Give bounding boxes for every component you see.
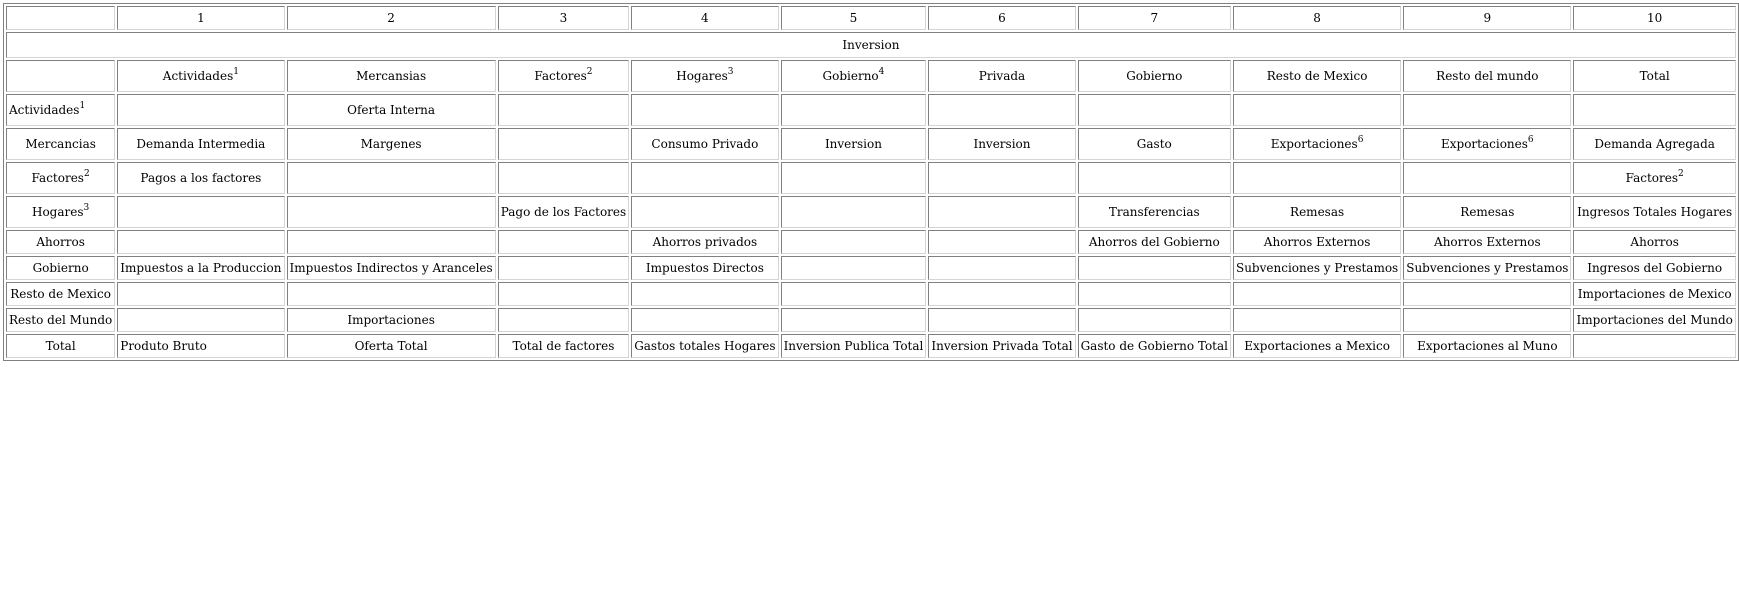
row-4-cell-6 (928, 230, 1075, 254)
header-cell-10 (1573, 60, 1735, 92)
row-7-cell-2 (287, 308, 496, 332)
cell-text: Ahorros privados (652, 235, 758, 249)
row-2-cell-4 (631, 162, 778, 194)
cell-text: Ahorros (36, 235, 85, 249)
row-8-cell-9 (1403, 334, 1571, 358)
header-cell-1 (117, 60, 284, 92)
row-5-cell-2 (287, 256, 496, 280)
row-5-cell-1 (117, 256, 284, 280)
column-number-cell: 10 (1573, 6, 1735, 30)
cell-text: Inversion Privada Total (931, 339, 1073, 353)
footnote-marker: 2 (83, 169, 90, 179)
cell-text: Impuestos Directos (645, 261, 764, 275)
row-1-cell-4 (631, 128, 778, 160)
table-row (6, 282, 1736, 306)
row-3-cell-5 (781, 196, 927, 228)
column-number-cell: 5 (781, 6, 927, 30)
column-number-cell: 6 (928, 6, 1075, 30)
row-6-cell-2 (287, 282, 496, 306)
row-8-cell-1 (117, 334, 284, 358)
row-8-cell-10 (1573, 334, 1735, 358)
table-row (6, 128, 1736, 160)
row-0-cell-4 (631, 94, 778, 126)
row-4-cell-0 (6, 230, 115, 254)
header-cell-8 (1233, 60, 1401, 92)
footnote-marker: 1 (79, 101, 86, 111)
row-6-cell-7 (1078, 282, 1231, 306)
row-4-cell-5 (781, 230, 927, 254)
cell-text: Factores (31, 171, 84, 185)
row-3-cell-3 (498, 196, 629, 228)
row-6-cell-9 (1403, 282, 1571, 306)
cell-text: Actividades (162, 69, 234, 83)
row-2-cell-1 (117, 162, 284, 194)
cell-text: Ahorros del Gobierno (1088, 235, 1220, 249)
row-4-cell-8 (1233, 230, 1401, 254)
row-4-cell-7 (1078, 230, 1231, 254)
cell-text: Oferta Interna (347, 103, 436, 117)
row-8-cell-8 (1233, 334, 1401, 358)
cell-text: Gasto de Gobierno Total (1080, 339, 1228, 353)
cell-text: Inversion (824, 137, 882, 151)
row-0-cell-3 (498, 94, 629, 126)
row-7-cell-0 (6, 308, 115, 332)
cell-text: Consumo Privado (651, 137, 759, 151)
cell-text: Total (1639, 69, 1670, 83)
row-1-cell-2 (287, 128, 496, 160)
header-cell-6 (928, 60, 1075, 92)
row-1-cell-5 (781, 128, 927, 160)
row-7-cell-9 (1403, 308, 1571, 332)
row-0-cell-10 (1573, 94, 1735, 126)
row-5-cell-8 (1233, 256, 1401, 280)
row-2-cell-3 (498, 162, 629, 194)
table-row (6, 196, 1736, 228)
row-1-cell-8 (1233, 128, 1401, 160)
row-2-cell-8 (1233, 162, 1401, 194)
cell-text: Subvenciones y Prestamos (1406, 261, 1569, 275)
row-7-cell-5 (781, 308, 927, 332)
row-2-cell-5 (781, 162, 927, 194)
sam-table-container (3, 3, 1739, 361)
column-number-cell: 4 (631, 6, 778, 30)
cell-text: Ahorros (1630, 235, 1679, 249)
row-7-cell-7 (1078, 308, 1231, 332)
social-accounting-matrix-table (3, 3, 1739, 361)
row-4-cell-4 (631, 230, 778, 254)
row-5-cell-10 (1573, 256, 1735, 280)
cell-text: Remesas (1290, 205, 1345, 219)
row-2-cell-0 (6, 162, 115, 194)
cell-text: Pago de los Factores (500, 205, 627, 219)
cell-text: Demanda Agregada (1594, 137, 1715, 151)
cell-text: Exportaciones (1441, 137, 1528, 151)
row-0-cell-0 (6, 94, 115, 126)
row-1-cell-10 (1573, 128, 1735, 160)
cell-text: Ahorros Externos (1263, 235, 1371, 249)
table-row (6, 256, 1736, 280)
header-cell-2 (287, 60, 496, 92)
row-5-cell-7 (1078, 256, 1231, 280)
cell-text: Subvenciones y Prestamos (1235, 261, 1399, 275)
header-cell-4 (631, 60, 778, 92)
cell-text: Transferencias (1108, 205, 1200, 219)
cell-text: Gobierno (1126, 69, 1183, 83)
row-5-cell-4 (631, 256, 778, 280)
row-5-cell-0 (6, 256, 115, 280)
row-0-cell-2 (287, 94, 496, 126)
cell-text: Importaciones (347, 313, 435, 327)
row-0-cell-1 (117, 94, 284, 126)
row-3-cell-6 (928, 196, 1075, 228)
row-1-cell-3 (498, 128, 629, 160)
cell-text: Mercancias (25, 137, 96, 151)
row-8-cell-0 (6, 334, 115, 358)
column-number-cell: 3 (498, 6, 629, 30)
header-cell-7 (1078, 60, 1231, 92)
row-1-cell-0 (6, 128, 115, 160)
row-3-cell-9 (1403, 196, 1571, 228)
cell-text: Impuestos Indirectos y Aranceles (289, 261, 493, 275)
row-2-cell-7 (1078, 162, 1231, 194)
row-7-cell-10 (1573, 308, 1735, 332)
row-0-cell-9 (1403, 94, 1571, 126)
cell-text: Remesas (1460, 205, 1515, 219)
row-5-cell-9 (1403, 256, 1571, 280)
column-number-cell: 1 (117, 6, 284, 30)
cell-text: Hogares (31, 205, 84, 219)
cell-text: Total (45, 339, 76, 353)
cell-text: Margenes (360, 137, 422, 151)
cell-text: Importaciones de Mexico (1577, 287, 1732, 301)
row-6-cell-6 (928, 282, 1075, 306)
row-3-cell-4 (631, 196, 778, 228)
cell-text: Exportaciones al Muno (1417, 339, 1558, 353)
cell-text: Importaciones del Mundo (1576, 313, 1733, 327)
row-1-cell-6 (928, 128, 1075, 160)
header-cell-5 (781, 60, 927, 92)
table-row (6, 334, 1736, 358)
row-2-cell-2 (287, 162, 496, 194)
row-7-cell-8 (1233, 308, 1401, 332)
row-2-cell-6 (928, 162, 1075, 194)
row-8-cell-5 (781, 334, 927, 358)
footnote-marker: 6 (1357, 135, 1364, 145)
cell-text: Exportaciones (1270, 137, 1358, 151)
row-1-cell-1 (117, 128, 284, 160)
cell-text: Oferta Total (354, 339, 428, 353)
footnote-marker: 3 (727, 67, 734, 77)
header-cell-3 (498, 60, 629, 92)
row-3-cell-10 (1573, 196, 1735, 228)
row-6-cell-4 (631, 282, 778, 306)
column-number-row (6, 6, 1736, 30)
row-7-cell-3 (498, 308, 629, 332)
column-number-cell: 8 (1233, 6, 1401, 30)
row-3-cell-2 (287, 196, 496, 228)
header-row (6, 60, 1736, 92)
row-2-cell-9 (1403, 162, 1571, 194)
row-4-cell-10 (1573, 230, 1735, 254)
table-row (6, 94, 1736, 126)
cell-text: Resto del mundo (1436, 69, 1539, 83)
cell-text: Ingresos del Gobierno (1587, 261, 1723, 275)
row-8-cell-6 (928, 334, 1075, 358)
row-8-cell-3 (498, 334, 629, 358)
row-1-cell-9 (1403, 128, 1571, 160)
cell-text: Impuestos a la Produccion (120, 261, 282, 275)
row-7-cell-6 (928, 308, 1075, 332)
row-7-cell-1 (117, 308, 284, 332)
row-6-cell-0 (6, 282, 115, 306)
table-row (6, 162, 1736, 194)
cell-text: Inversion (973, 137, 1031, 151)
row-3-cell-0 (6, 196, 115, 228)
cell-text: Resto de Mexico (1266, 69, 1368, 83)
column-number-cell (6, 6, 115, 30)
row-0-cell-8 (1233, 94, 1401, 126)
row-5-cell-6 (928, 256, 1075, 280)
row-3-cell-8 (1233, 196, 1401, 228)
row-8-cell-4 (631, 334, 778, 358)
row-8-cell-2 (287, 334, 496, 358)
cell-text: Total de factores (512, 339, 615, 353)
cell-text: Pagos a los factores (140, 171, 262, 185)
cell-text: Gastos totales Hogares (634, 339, 776, 353)
row-0-cell-7 (1078, 94, 1231, 126)
cell-text: Actividades (9, 103, 80, 117)
column-number-cell: 2 (287, 6, 496, 30)
cell-text: Mercansias (356, 69, 427, 83)
cell-text: Gobierno (822, 69, 879, 83)
cell-text: Ahorros Externos (1434, 235, 1541, 249)
cell-text: Gobierno (32, 261, 89, 275)
footnote-marker: 2 (586, 67, 593, 77)
header-cell-9 (1403, 60, 1571, 92)
column-number-cell: 9 (1403, 6, 1571, 30)
cell-text: Factores (534, 69, 587, 83)
cell-text: Factores (1625, 171, 1679, 185)
row-2-cell-10 (1573, 162, 1735, 194)
row-4-cell-9 (1403, 230, 1571, 254)
row-6-cell-1 (117, 282, 284, 306)
row-4-cell-2 (287, 230, 496, 254)
cell-text: Hogares (676, 69, 728, 83)
section-title: Inversion (6, 32, 1736, 58)
row-3-cell-7 (1078, 196, 1231, 228)
table-row (6, 308, 1736, 332)
cell-text: Resto de Mexico (10, 287, 111, 301)
row-8-cell-7 (1078, 334, 1231, 358)
row-6-cell-10 (1573, 282, 1735, 306)
table-body (6, 6, 1736, 358)
row-7-cell-4 (631, 308, 778, 332)
row-4-cell-1 (117, 230, 284, 254)
footnote-marker: 1 (233, 67, 239, 77)
cell-text: Resto del Mundo (9, 313, 113, 327)
footnote-marker: 6 (1527, 135, 1534, 145)
row-6-cell-8 (1233, 282, 1401, 306)
row-0-cell-5 (781, 94, 927, 126)
row-5-cell-5 (781, 256, 927, 280)
row-6-cell-3 (498, 282, 629, 306)
cell-text: Demanda Intermedia (136, 137, 266, 151)
footnote-marker: 2 (1678, 169, 1684, 179)
row-4-cell-3 (498, 230, 629, 254)
footnote-marker: 4 (878, 67, 885, 77)
row-3-cell-1 (117, 196, 284, 228)
column-number-cell: 7 (1078, 6, 1231, 30)
row-6-cell-5 (781, 282, 927, 306)
row-1-cell-7 (1078, 128, 1231, 160)
section-title-row (6, 32, 1736, 58)
row-0-cell-6 (928, 94, 1075, 126)
footnote-marker: 3 (83, 203, 90, 213)
table-row (6, 230, 1736, 254)
cell-text: Inversion Publica Total (783, 339, 924, 353)
cell-text: Ingresos Totales Hogares (1577, 205, 1733, 219)
row-5-cell-3 (498, 256, 629, 280)
cell-text: Privada (978, 69, 1026, 83)
cell-text: Gasto (1136, 137, 1172, 151)
cell-text: Exportaciones a Mexico (1244, 339, 1390, 353)
cell-text: Produto Bruto (120, 339, 207, 353)
header-cell-0 (6, 60, 115, 92)
